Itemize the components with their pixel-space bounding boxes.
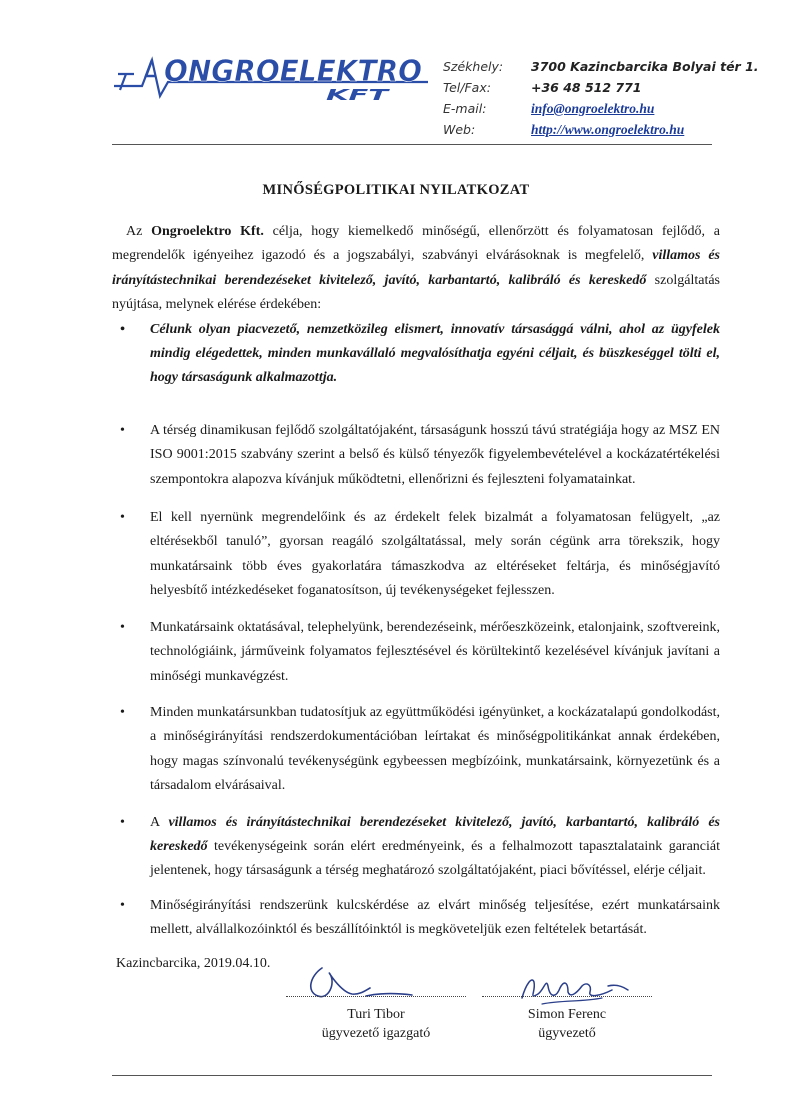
policy-points bbox=[112, 318, 720, 943]
email-link[interactable]: info@ongroelektro.hu bbox=[531, 101, 655, 116]
footer-divider bbox=[112, 1075, 712, 1076]
bullet-icon: • bbox=[120, 897, 125, 913]
header-divider bbox=[112, 144, 712, 145]
web-link[interactable]: http://www.ongroelektro.hu bbox=[531, 122, 685, 137]
intro-services: villamos és irányítástechnikai berendezéseket kivitelező, javító, karbantartó, kalibráló és kereskedő bbox=[112, 248, 720, 288]
company-name: Ongroelektro Kft. bbox=[151, 224, 264, 239]
bullet-icon: • bbox=[120, 510, 125, 526]
company-logo bbox=[112, 52, 430, 104]
logo-wordmark: ONGROELEKTRO bbox=[164, 54, 422, 88]
policy-point-6-text-b: tevékenységeink során elért eredményeink, és a felhalmozott tapasztalataink garanciát jelentenek, hogy társaságunk a térség meghatározó szolgáltatójaként, piaci bővítéssel, elérje céljait. bbox=[150, 838, 720, 879]
policy-point-7-text: Minőségirányítási rendszerünk kulcskérdése az elvárt minőség teljesítése, ezért munkatársaink mellett, alvállalkozóinktól és beszállítóinktól is megköveteljük ezen feltételek betartását. bbox=[150, 897, 720, 938]
policy-point-2-text: A térség dinamikusan fejlődő szolgáltatójaként, társaságunk hosszú távú stratégiája hogy az MSZ EN ISO 9001:2015 szabvány szerint a belső és külső tényezők figyelembevételével a kockázatértékelési szempontokra alapozva kívánjuk működtetni, ellenőrizni és fejleszteni folyamatainkat. bbox=[150, 422, 720, 487]
policy-point-6-services: villamos és irányítástechnikai berendezéseket kivitelező, javító, karbantartó, kalibráló és kereskedő bbox=[150, 814, 720, 854]
policy-point-5 bbox=[112, 701, 720, 799]
intro-paragraph bbox=[112, 220, 720, 318]
signature-line bbox=[482, 996, 652, 1005]
logo-subtitle: KFT bbox=[326, 86, 392, 104]
intro-text-3: szolgáltatás nyújtása, melynek elérése érdekében: bbox=[112, 272, 720, 313]
phone-label: Tel/Fax: bbox=[443, 80, 491, 95]
email-label: E-mail: bbox=[443, 101, 487, 116]
signature-line bbox=[286, 996, 466, 1005]
policy-point-6 bbox=[112, 811, 720, 884]
policy-point-6-text-a: A bbox=[150, 814, 169, 830]
signer-role-1: ügyvezető igazgató bbox=[321, 1026, 431, 1041]
document-title: MINŐSÉGPOLITIKAI NYILATKOZAT bbox=[262, 182, 530, 198]
bullet-icon: • bbox=[120, 619, 125, 635]
signer-role-2: ügyvezető bbox=[538, 1026, 596, 1041]
bullet-icon: • bbox=[120, 422, 125, 438]
signer-name-2: Simon Ferenc bbox=[527, 1007, 607, 1022]
intro-text-2: célja, hogy kiemelkedő minőségű, ellenőrzött és folyamatosan fejlődő, a megrendelők igényeihez igazodó és a jogszabályi, szabványi elvárásoknak is megfelelő, bbox=[112, 224, 721, 264]
policy-point-7 bbox=[112, 894, 720, 943]
web-label: Web: bbox=[443, 122, 476, 137]
address-value: 3700 Kazincbarcika Bolyai tér 1. bbox=[531, 59, 759, 74]
bullet-icon: • bbox=[120, 814, 125, 830]
bullet-icon: • bbox=[120, 704, 125, 720]
intro-text-1: Az bbox=[126, 224, 152, 239]
policy-point-4 bbox=[112, 616, 720, 689]
document-body bbox=[112, 220, 720, 943]
policy-point-1 bbox=[112, 318, 720, 391]
place-and-date: Kazincbarcika, 2019.04.10. bbox=[116, 956, 271, 971]
policy-point-4-text: Munkatársaink oktatásával, telephelyünk, berendezéseink, mérőeszközeink, etalonjaink, szoftvereink, technológiáink, járműveink folyamatos fejlesztésével és körültekintő kezelésével kívánjuk javítani a minőségi munkavégzést. bbox=[150, 619, 720, 684]
signature-block-2 bbox=[482, 996, 652, 1043]
phone-value: +36 48 512 771 bbox=[531, 80, 642, 95]
policy-point-3 bbox=[112, 506, 720, 604]
bullet-icon: • bbox=[120, 321, 125, 337]
policy-point-2 bbox=[112, 419, 720, 492]
signature-block-1 bbox=[286, 996, 466, 1043]
policy-point-3-text: El kell nyernünk megrendelőink és az érdekelt felek bizalmát a folyamatosan felügyelt, „az eltérésekből tanuló”, gyorsan reagáló szolgáltatással, mely során cégünk arra törekszik, hogy munkatársaink több éves gyakorlatára támaszkodva az eltéréseket feltárja, és minőségjavító helyesbítő intézkedéseket foganatosítson, új tevékenységeket fejlesszen. bbox=[150, 510, 720, 599]
policy-point-1-text: Célunk olyan piacvezető, nemzetközileg elismert, innovatív társasággá válni, ahol az ügyfelek mindig elégedettek, minden munkavállaló megvalósíthatja egyéni céljait, és büszkeséggel tölti el, hogy társaságunk alkalmazottja. bbox=[150, 321, 720, 386]
address-label: Székhely: bbox=[443, 59, 504, 74]
policy-point-5-text: Minden munkatársunkban tudatosítjuk az együttműködési igényünket, a kockázatalapú gondolkodást, a minőségirányítási rendszerdokumentációban leírtakat és minőségpolitikánkat annak érdekében, hogy magas színvonalú tevékenységünk egybeessen megbízóink, munkatársaink, környezetünk és a társadalom elvárásaival. bbox=[150, 704, 720, 794]
signer-name-1: Turi Tibor bbox=[347, 1007, 405, 1022]
